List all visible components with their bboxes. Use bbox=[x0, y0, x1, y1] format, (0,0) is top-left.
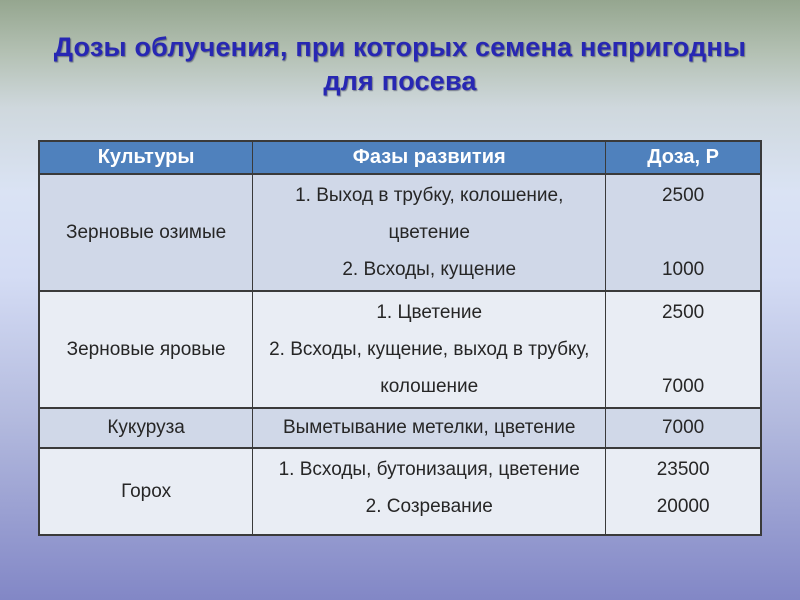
table-body bbox=[39, 174, 761, 535]
phase-line: 2. Всходы, кущение, выход в трубку, bbox=[269, 339, 590, 360]
dose-line: 1000 bbox=[661, 259, 705, 280]
culture-cell: Кукуруза bbox=[39, 408, 253, 448]
culture-cell: Горох bbox=[39, 448, 253, 535]
phase-line: 1. Выход в трубку, колошение, bbox=[295, 185, 564, 206]
dose-line bbox=[612, 214, 754, 251]
phase-line: 2. Всходы, кущение bbox=[342, 259, 517, 280]
phases-cell bbox=[253, 291, 606, 408]
dose-line: 2500 bbox=[661, 185, 705, 206]
column-header-cultures: Культуры bbox=[39, 141, 253, 174]
table-row bbox=[39, 174, 761, 291]
dose-cell bbox=[606, 291, 761, 408]
phase-line: 2. Созревание bbox=[365, 496, 493, 517]
column-header-dose: Доза, Р bbox=[606, 141, 761, 174]
phase-line: 1. Всходы, бутонизация, цветение bbox=[278, 459, 580, 480]
table-row bbox=[39, 408, 761, 448]
doses-table bbox=[38, 140, 762, 536]
table-row bbox=[39, 291, 761, 408]
table-header-row bbox=[39, 141, 761, 174]
title-line-1: Дозы облучения, при которых семена непригодны bbox=[53, 32, 747, 62]
culture-cell: Зерновые озимые bbox=[39, 174, 253, 291]
column-header-phases: Фазы развития bbox=[253, 141, 606, 174]
slide-title bbox=[0, 30, 800, 98]
culture-cell: Зерновые яровые bbox=[39, 291, 253, 408]
phases-cell bbox=[253, 448, 606, 535]
dose-line: 2500 bbox=[661, 302, 705, 323]
phase-line: Выметывание метелки, цветение bbox=[282, 417, 576, 438]
dose-line: 23500 bbox=[656, 459, 710, 480]
phases-cell bbox=[253, 408, 606, 448]
phase-line: цветение bbox=[388, 222, 470, 243]
phases-cell bbox=[253, 174, 606, 291]
dose-line: 7000 bbox=[661, 376, 705, 397]
dose-line: 7000 bbox=[661, 417, 705, 438]
dose-cell bbox=[606, 174, 761, 291]
phase-line: 1. Цветение bbox=[376, 302, 483, 323]
dose-cell bbox=[606, 408, 761, 448]
title-line-2: для посева bbox=[323, 66, 477, 96]
dose-line bbox=[612, 331, 754, 368]
table-row bbox=[39, 448, 761, 535]
dose-cell bbox=[606, 448, 761, 535]
phase-line: колошение bbox=[380, 376, 479, 397]
dose-line: 20000 bbox=[656, 496, 710, 517]
